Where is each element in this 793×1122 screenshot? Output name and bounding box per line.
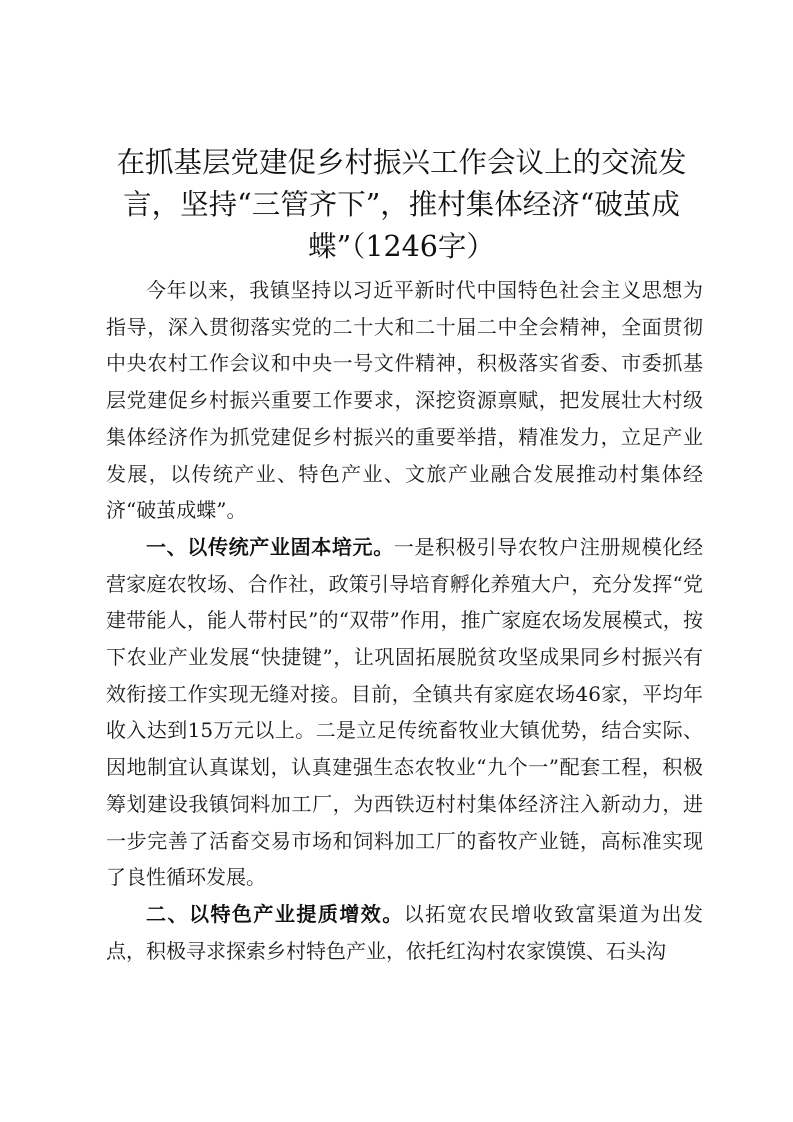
paragraph-traditional-industry-text: 一是积极引导农牧户注册规模化经营家庭农牧场、合作社，政策引导培育孵化养殖大户，充分发挥“党建带能人，能人带村民”的“双带”作用，推广家庭农场发展模式，按下农业产业发展“快捷键”，让巩固拓展脱贫攻坚成果同乡村振兴有效衔接工作实现无缝对接。目前，全镇共有家庭农场46家，平均年收入达到15万元以上。二是立足传统畜牧业大镇优势，结合实际、因地制宜认真谋划，认真建强生态农牧业“九个一”配套工程，积极筹划建设我镇饲料加工厂，为西铁迈村村集体经济注入新动力，进一步完善了活畜交易市场和饲料加工厂的畜牧产业链，高标准实现了良性循环发展。	[106, 534, 704, 890]
section-heading-special-industry: 二、以特色产业提质增效。	[146, 901, 404, 926]
section-heading-traditional-industry: 一、以传统产业固本培元。	[146, 534, 394, 559]
paragraph-intro-text: 今年以来，我镇坚持以习近平新时代中国特色社会主义思想为指导，深入贯彻落实党的二十大和二十届二中全会精神，全面贯彻中央农村工作会议和中央一号文件精神，积极落实省委、市委抓基层党建促乡村振兴重要工作要求，深挖资源禀赋，把发展壮大村级集体经济作为抓党建促乡村振兴的重要举措，精准发力，立足产业发展，以传统产业、特色产业、文旅产业融合发展推动村集体经济“破茧成蝶”。	[106, 278, 703, 523]
paragraph-special-industry	[106, 896, 703, 969]
paragraph-traditional-industry	[106, 529, 703, 896]
paragraph-intro	[106, 272, 703, 529]
paragraph-special-industry-text: 以拓宽农民增收致富渠道为出发点，积极寻求探索乡村特色产业，依托红沟村农家馍馍、石头沟	[106, 901, 704, 963]
document-title: 在抓基层党建促乡村振兴工作会议上的交流发言，坚持“三管齐下”，推村集体经济“破茧成蝶”（1246字）	[116, 146, 687, 263]
document-body	[106, 272, 703, 969]
